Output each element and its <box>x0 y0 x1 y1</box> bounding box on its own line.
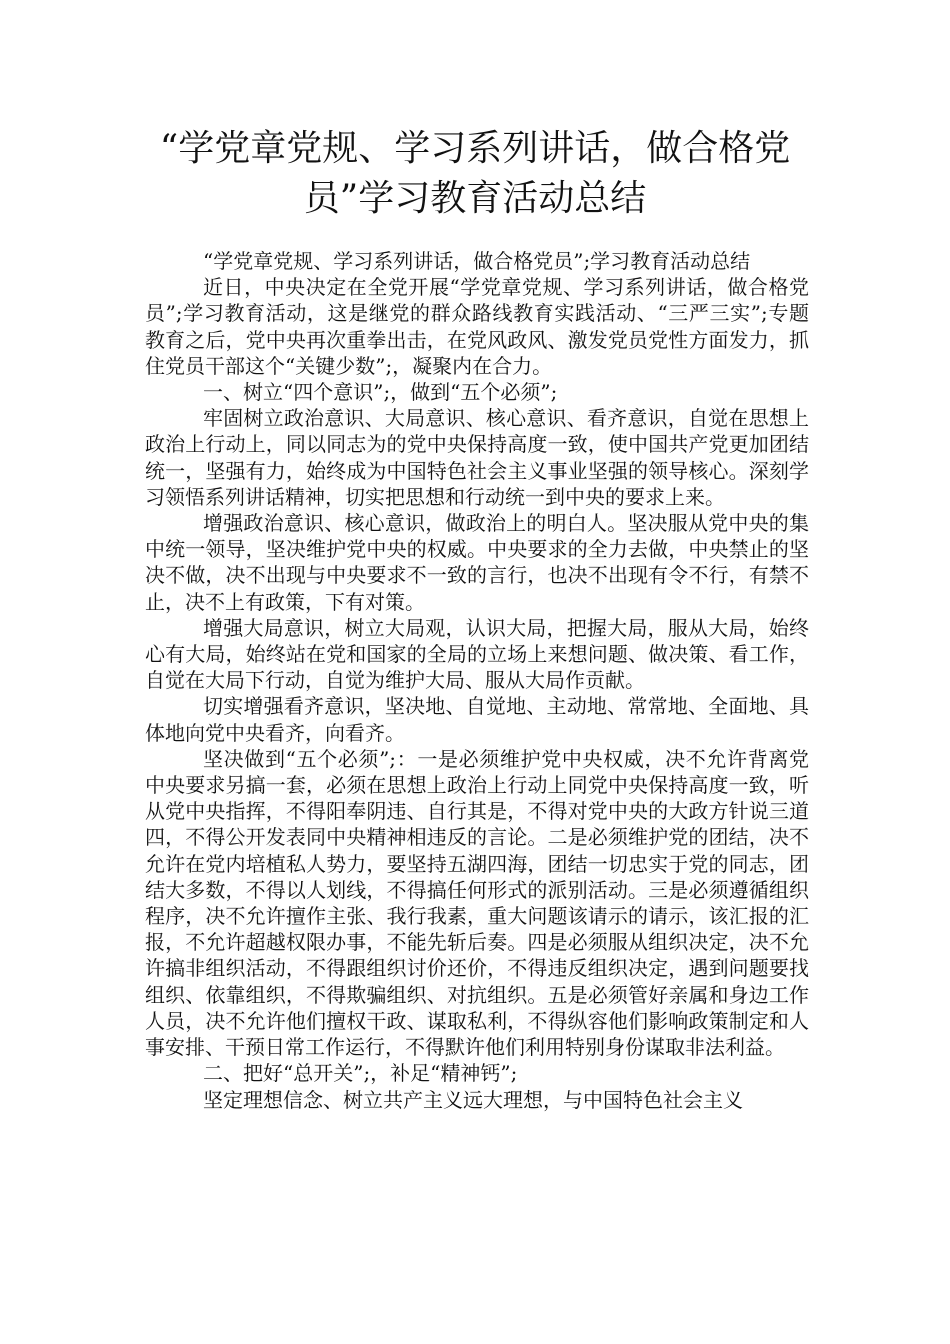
title-line-2: 员”学习教育活动总结 <box>303 178 647 219</box>
paragraph: 切实增强看齐意识，坚决地、自觉地、主动地、常常地、全面地、具体地向党中央看齐，向看齐。 <box>145 694 809 745</box>
paragraph: 增强大局意识，树立大局观，认识大局，把握大局，服从大局，始终心有大局，始终站在党和国家的全局的立场上来想问题、做决策、看工作，自觉在大局下行动，自觉为维护大局、服从大局作贡献。 <box>145 615 809 693</box>
paragraph-intro: 近日，中央决定在全党开展“学党章党规、学习系列讲话，做合格党员”;学习教育活动，这是继党的群众路线教育实践活动、“三严三实”;专题教育之后，党中央再次重拳出击，在党风政风、激发党员党性方面发力，抓住党员干部这个“关键少数”;，凝聚内在合力。 <box>145 275 809 378</box>
paragraph: 坚决做到“五个必须”;：一是必须维护党中央权威，决不允许背离党中央要求另搞一套，必须在思想上政治上行动上同党中央保持高度一致，听从党中央指挥，不得阳奉阴违、自行其是，不得对党中央的大政方针说三道四，不得公开发表同中央精神相违反的言论。二是必须维护党的团结，决不允许在党内培植私人势力，要坚持五湖四海，团结一切忠实于党的同志，团结大多数，不得以人划线，不得搞任何形式的派别活动。三是必须遵循组织程序，决不允许擅作主张、我行我素，重大问题该请示的请示，该汇报的汇报，不允许超越权限办事，不能先斩后奏。四是必须服从组织决定，决不允许搞非组织活动，不得跟组织讨价还价，不得违反组织决定，遇到问题要找组织、依靠组织，不得欺骗组织、对抗组织。五是必须管好亲属和身边工作人员，决不允许他们擅权干政、谋取私利，不得纵容他们影响政策制定和人事安排、干预日常工作运行，不得默许他们利用特别身份谋取非法利益。 <box>145 746 809 1060</box>
title-line-1: “学党章党规、学习系列讲话，做合格党 <box>159 128 791 169</box>
document-title <box>130 124 820 224</box>
paragraph: 牢固树立政治意识、大局意识、核心意识、看齐意识，自觉在思想上政治上行动上，同以同志为的党中央保持高度一致，使中国共产党更加团结统一，坚强有力，始终成为中国特色社会主义事业坚强的领导核心。深刻学习领悟系列讲话精神，切实把思想和行动统一到中央的要求上来。 <box>145 406 809 509</box>
section-heading-1: 一、树立“四个意识”;，做到“五个必须”; <box>203 380 558 405</box>
paragraph: 增强政治意识、核心意识，做政治上的明白人。坚决服从党中央的集中统一领导，坚决维护党中央的权威。中央要求的全力去做，中央禁止的坚决不做，决不出现与中央要求不一致的言行，也决不出现有令不行，有禁不止，决不上有政策，下有对策。 <box>145 511 809 614</box>
document-body <box>145 248 809 1113</box>
paragraph-subtitle: “学党章党规、学习系列讲话，做合格党员”;学习教育活动总结 <box>203 249 751 273</box>
paragraph: 坚定理想信念、树立共产主义远大理想，与中国特色社会主义 <box>203 1087 743 1112</box>
section-heading-2: 二、把好“总开关”;，补足“精神钙”; <box>203 1061 518 1086</box>
